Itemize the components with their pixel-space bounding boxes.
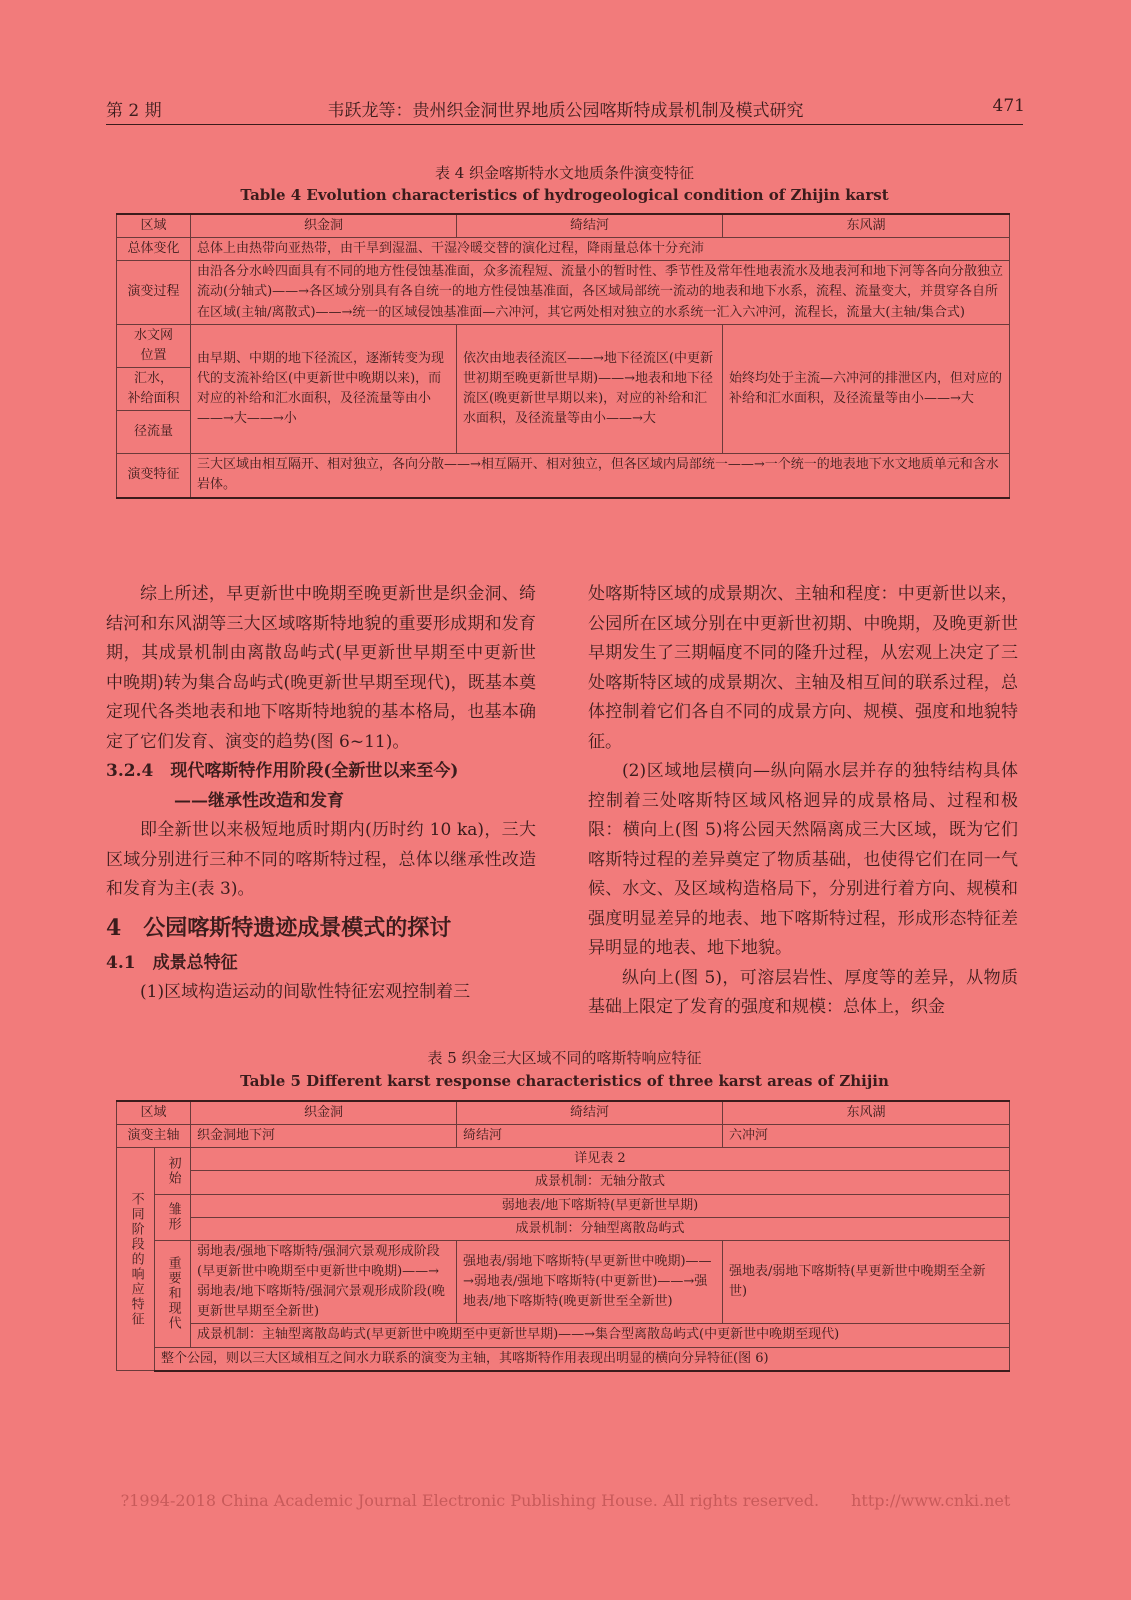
table4-net-label-2: 位置 (140, 347, 167, 363)
table4-caption-en: Table 4 Evolution characteristics of hydrogeological condition of Zhijin karst (240, 186, 889, 204)
table5-initial-row1: 详见表 2 (191, 1148, 1010, 1171)
table5-stage-young: 雏形 (165, 1202, 181, 1233)
table5-stage-initial: 初始 (165, 1155, 181, 1186)
table5-stage-modern-cell (155, 1240, 191, 1347)
body-left-column (106, 580, 536, 1008)
body-paragraph: (1)区域构造运动的间歇性特征宏观控制着三 (140, 982, 471, 1002)
table4-net-label-1: 水文网 (133, 327, 173, 343)
table4-caption-cn: 表 4 织金喀斯特水文地质条件演变特征 (434, 164, 695, 182)
copyright-footer: ?1994-2018 China Academic Journal Electronic Publishing House. All rights reserved. http://www.cnki.net (120, 1491, 1011, 1510)
table4-feature-label: 演变特征 (117, 454, 191, 498)
table5-header-zhijin: 织金洞 (191, 1101, 457, 1125)
table4-process-label: 演变过程 (117, 261, 191, 324)
table5-axis-dongfeng: 六冲河 (723, 1125, 1010, 1148)
table4-feature-text: 三大区域由相互隔开、相对独立，各向分散——→相互隔开、相对独立，但各区域内局部统一——→一个统一的地表地下水文地质单元和含水岩体。 (191, 454, 1010, 498)
table4-net-label (117, 324, 191, 367)
header-rule (106, 124, 1023, 125)
body-paragraph: 即全新世以来极短地质时期内(历时约 10 ka)，三大区域分别进行三种不同的喀斯特过程，总体以继承性改造和发育为主(表 3)。 (106, 820, 536, 899)
table5-young-row2: 成景机制：分轴型离散岛屿式 (191, 1217, 1010, 1240)
body-paragraph: 综上所述，早更新世中晚期至晚更新世是织金洞、绮结河和东风湖等三大区域喀斯特地貌的重要形成期和发育期，其成景机制由离散岛屿式(早更新世早期至中更新世中晚期)转为集合岛屿式(晚更新世早期至现代)，既基本奠定现代各类地表和地下喀斯特地貌的基本格局，也基本确定了它们发育、演变的趋势(图 6~11)。 (106, 584, 536, 752)
body-paragraph: 处喀斯特区域的成景期次、主轴和程度：中更新世以来，公园所在区域分别在中更新世初期、中晚期，及晚更新世早期发生了三期幅度不同的隆升过程，从宏观上决定了三处喀斯特区域的成景期次、主轴及相互间的联系过程，总体控制着它们各自不同的成景方向、规模、强度和地貌特征。 (588, 584, 1018, 752)
table5-stage-young-cell (155, 1194, 191, 1240)
table4-cell-dongfeng: 始终均处于主流—六冲河的排泄区内，但对应的补给和汇水面积，及径流量等由小——→大 (723, 324, 1010, 454)
body-paragraph: (2)区域地层横向—纵向隔水层并存的独特结构具体控制着三处喀斯特区域风格迥异的成景格局、过程和极限：横向上(图 5)将公园天然隔离成三大区域，既为它们喀斯特过程的差异奠定了物质基础，也使得它们在同一气候、水文、及区域构造格局下，分别进行着方向、规模和强度明显差异的地表、地下喀斯特过程，形成形态特征差异明显的地表、地下地貌。 (588, 761, 1018, 958)
table4-overall-label: 总体变化 (117, 238, 191, 261)
table4-catch-label (117, 367, 191, 410)
table5-header-dongfeng: 东风湖 (723, 1101, 1010, 1125)
table5-modern-zhijin: 弱地表/强地下喀斯特/强洞穴景观形成阶段(早更新世中晚期至中更新世中晚期)——→弱地表/地下喀斯特/强洞穴景观形成阶段(晚更新世早期至全新世) (191, 1240, 457, 1324)
table5 (116, 1100, 1010, 1372)
journal-issue: 第 2 期 (106, 101, 162, 121)
table4-overall-text: 总体上由热带向亚热带，由干旱到湿温、干湿冷暖交替的演化过程，降雨量总体十分充沛 (191, 238, 1010, 261)
table4-runoff-label: 径流量 (117, 411, 191, 454)
table5-stage-initial-cell (155, 1148, 191, 1194)
body-paragraph: 纵向上(图 5)，可溶层岩性、厚度等的差异，从物质基础上限定了发育的强度和规模：总体上，织金 (588, 967, 1018, 1017)
table5-modern-qijie: 强地表/弱地下喀斯特(早更新世中晚期)——→弱地表/强地下喀斯特(中更新世)——→强地表/地下喀斯特(晚更新世至全新世) (457, 1240, 723, 1324)
table4-header-zhijin: 织金洞 (191, 214, 457, 238)
table5-axis-zhijin: 织金洞地下河 (191, 1125, 457, 1148)
table5-modern-mech: 成景机制：主轴型离散岛屿式(早更新世中晚期至中更新世早期)——→集合型离散岛屿式(中更新世中晚期至现代) (191, 1324, 1010, 1347)
table4 (116, 213, 1010, 499)
table4-cell-qijie: 依次由地表径流区——→地下径流区(中更新世初期至晚更新世早期)——→地表和地下径流区(晚更新世早期以来)，对应的补给和汇水面积，及径流量等由小——→大 (457, 324, 723, 454)
page-number: 471 (992, 96, 1025, 116)
table5-stage-label-cell (117, 1148, 155, 1371)
table5-initial-row2: 成景机制：无轴分散式 (191, 1171, 1010, 1194)
table5-modern-dongfeng: 强地表/弱地下喀斯特(早更新世中晚期至全新世) (723, 1240, 1010, 1324)
table5-stage-label: 不同阶段的响应特征 (128, 1191, 144, 1327)
section-heading-3-2-4-sub: ——继承性改造和发育 (174, 790, 344, 811)
table5-footer-row: 整个公园，则以三大区域相互之间水力联系的演变为主轴，其喀斯特作用表现出明显的横向分异特征(图 6) (155, 1347, 1010, 1371)
table5-header-qijie: 绮结河 (457, 1101, 723, 1125)
table4-catch-label-2: 补给面积 (127, 391, 180, 407)
table4-process-text: 由沿各分水岭四面具有不同的地方性侵蚀基准面，众多流程短、流量小的暂时性、季节性及常年性地表流水及地表河和地下河等各向分散独立流动(分轴式)——→各区域分别具有各自统一的地方性侵蚀基准面，各区域局部统一流动的地表和地下水系，流程、流量变大，并贯穿各自所在区域(主轴/离散式)——→统一的区域侵蚀基准面—六冲河，其它两处相对独立的水系统一汇入六冲河，流程长，流量大(主轴/集合式) (191, 261, 1010, 324)
table4-cell-zhijin: 由早期、中期的地下径流区，逐渐转变为现代的支流补给区(中更新世中晚期以来)，而对应的补给和汇水面积，及径流量等由小——→大——→小 (191, 324, 457, 454)
table5-axis-qijie: 绮结河 (457, 1125, 723, 1148)
table4-header-region: 区域 (117, 214, 191, 238)
table5-young-row1: 弱地表/地下喀斯特(早更新世早期) (191, 1194, 1010, 1217)
table5-axis-label: 演变主轴 (117, 1125, 191, 1148)
table5-header-region: 区域 (117, 1101, 191, 1125)
table4-header-dongfeng: 东风湖 (723, 214, 1010, 238)
table5-caption-cn: 表 5 织金三大区域不同的喀斯特响应特征 (427, 1049, 702, 1067)
table4-header-qijie: 绮结河 (457, 214, 723, 238)
body-right-column (588, 580, 1018, 1023)
table4-catch-label-1: 汇水， (133, 370, 173, 386)
table5-stage-modern: 重要和现代 (165, 1256, 181, 1332)
running-title: 韦跃龙等：贵州织金洞世界地质公园喀斯特成景机制及模式研究 (327, 101, 804, 121)
table5-caption-en: Table 5 Different karst response characteristics of three karst areas of Zhijin (240, 1072, 889, 1090)
section-heading-4: 4 公园喀斯特遗迹成景模式的探讨 (106, 914, 452, 941)
section-heading-4-1: 4.1 成景总特征 (106, 952, 238, 973)
section-heading-3-2-4: 3.2.4 现代喀斯特作用阶段(全新世以来至今) (106, 761, 459, 781)
